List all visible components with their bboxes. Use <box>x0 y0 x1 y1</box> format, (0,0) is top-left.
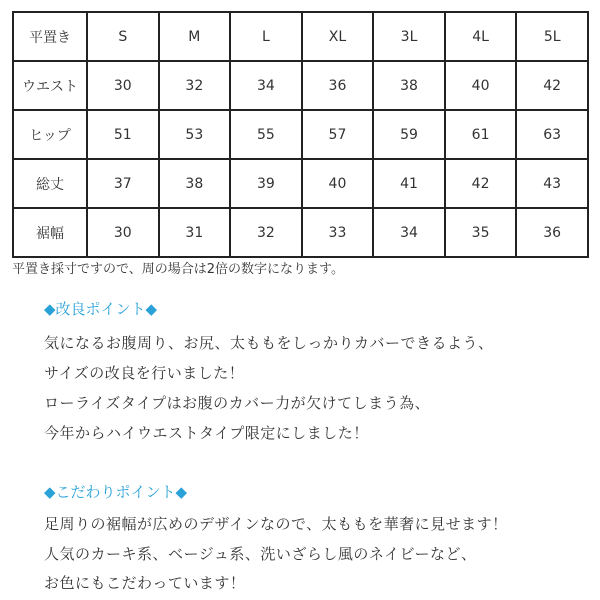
table-cell: 42 <box>516 61 588 110</box>
row-label-hem-width: 裾幅 <box>13 208 87 257</box>
table-cell: 31 <box>159 208 231 257</box>
table-cell: 35 <box>445 208 517 257</box>
table-row-length <box>13 159 588 208</box>
design-line: お色にもこだわっています！ <box>44 574 246 592</box>
row-label-hip: ヒップ <box>13 110 87 159</box>
improvement-line: ローライズタイプはお腹のカバー力が欠けてしまう為、 <box>44 394 431 412</box>
size-header-cell: L <box>230 12 302 61</box>
table-cell: 30 <box>87 61 159 110</box>
table-cell: 61 <box>445 110 517 159</box>
table-cell: 39 <box>230 159 302 208</box>
size-header-cell: M <box>159 12 231 61</box>
size-header-cell: 5L <box>516 12 588 61</box>
table-cell: 51 <box>87 110 159 159</box>
size-header-cell: S <box>87 12 159 61</box>
table-cell: 34 <box>373 208 445 257</box>
table-header-label: 平置き <box>13 12 87 61</box>
row-label-waist: ウエスト <box>13 61 87 110</box>
size-header-cell: 3L <box>373 12 445 61</box>
table-cell: 36 <box>516 208 588 257</box>
measurement-note: 平置き採寸ですので、周の場合は2倍の数字になります。 <box>12 262 344 277</box>
table-row-hem-width <box>13 208 588 257</box>
table-cell: 63 <box>516 110 588 159</box>
table-cell: 38 <box>159 159 231 208</box>
table-cell: 40 <box>302 159 374 208</box>
size-table <box>12 11 589 258</box>
table-cell: 55 <box>230 110 302 159</box>
table-cell: 33 <box>302 208 374 257</box>
design-points-title: ◆こだわりポイント◆ <box>44 483 188 501</box>
table-cell: 32 <box>159 61 231 110</box>
table-cell: 38 <box>373 61 445 110</box>
improvement-points-title: ◆改良ポイント◆ <box>44 300 158 318</box>
table-cell: 32 <box>230 208 302 257</box>
design-line: 人気のカーキ系、ベージュ系、洗いざらし風のネイビーなど、 <box>44 545 477 563</box>
table-header-row <box>13 12 588 61</box>
row-label-length: 総丈 <box>13 159 87 208</box>
design-line: 足周りの裾幅が広めのデザインなので、太ももを華奢に見せます！ <box>44 515 508 533</box>
improvement-line: 気になるお腹周り、お尻、太ももをしっかりカバーできるよう、 <box>44 334 494 352</box>
improvement-line: 今年からハイウエストタイプ限定にしました！ <box>44 424 369 442</box>
table-cell: 40 <box>445 61 517 110</box>
table-row-waist <box>13 61 588 110</box>
table-cell: 30 <box>87 208 159 257</box>
table-cell: 53 <box>159 110 231 159</box>
table-cell: 43 <box>516 159 588 208</box>
table-cell: 59 <box>373 110 445 159</box>
table-cell: 34 <box>230 61 302 110</box>
improvement-line: サイズの改良を行いました！ <box>44 364 245 382</box>
size-header-cell: XL <box>302 12 374 61</box>
table-cell: 36 <box>302 61 374 110</box>
table-cell: 42 <box>445 159 517 208</box>
table-cell: 41 <box>373 159 445 208</box>
table-cell: 37 <box>87 159 159 208</box>
table-cell: 57 <box>302 110 374 159</box>
size-header-cell: 4L <box>445 12 517 61</box>
table-row-hip <box>13 110 588 159</box>
